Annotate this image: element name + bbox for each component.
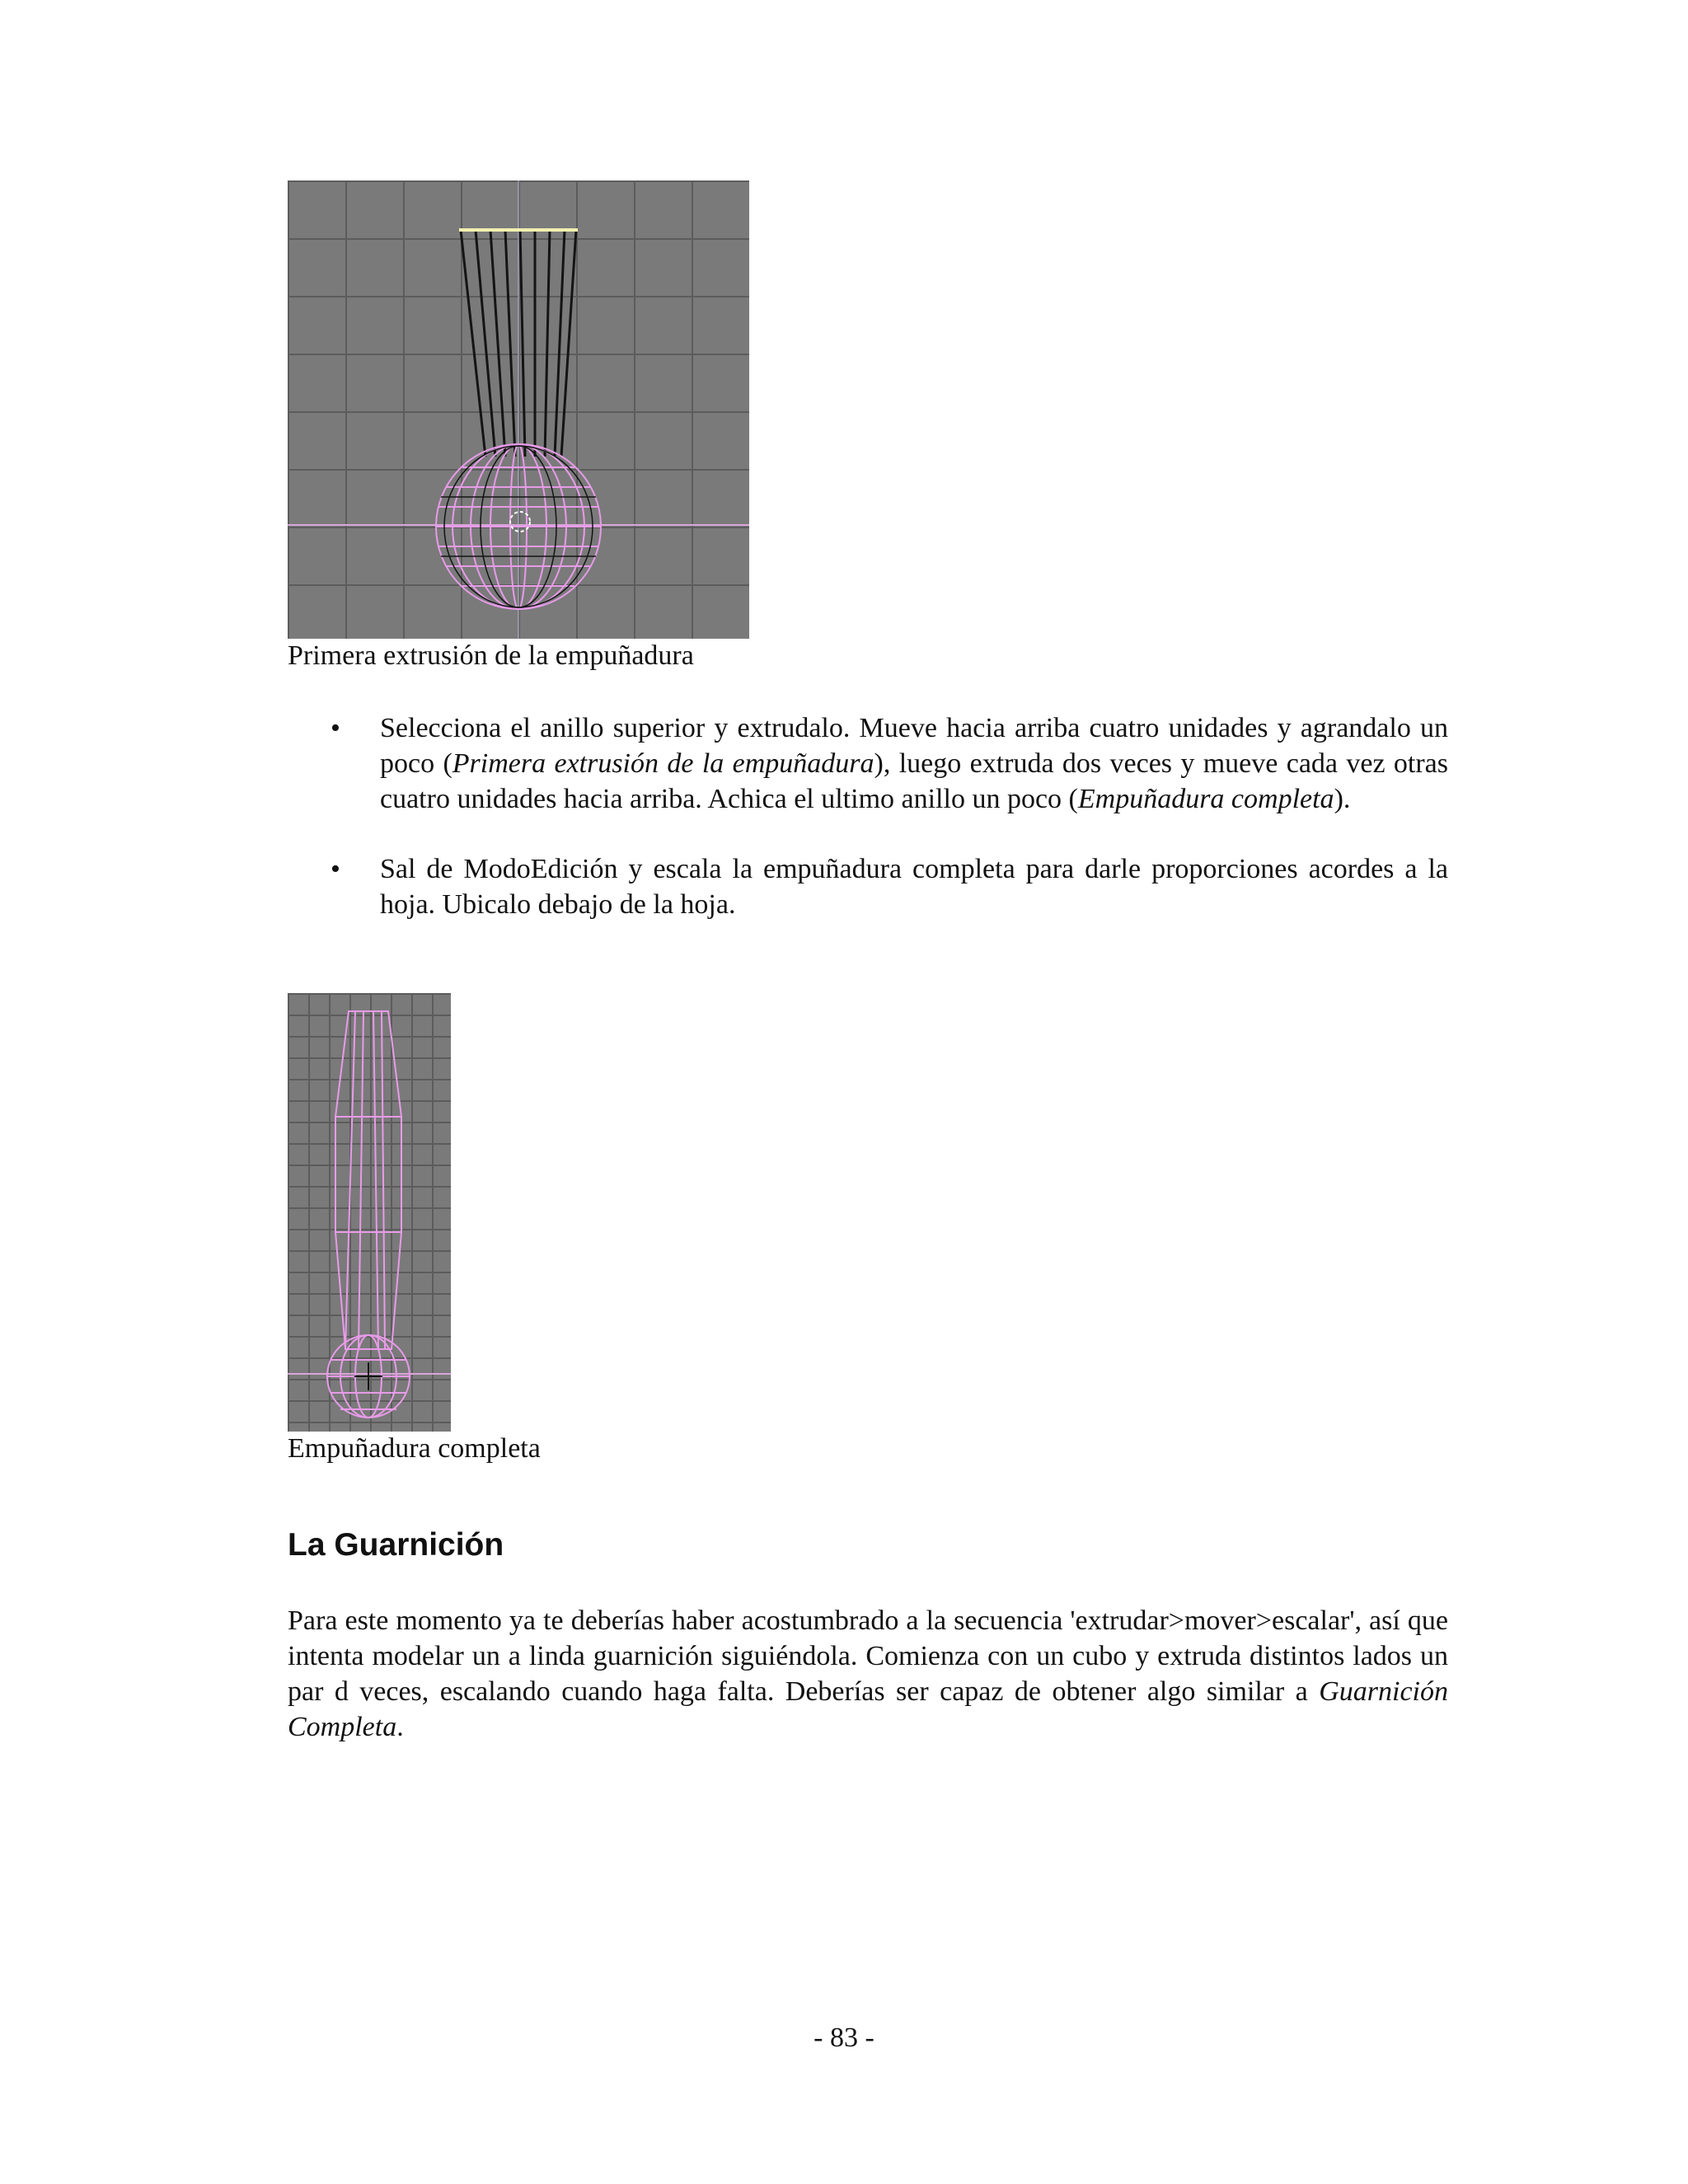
italic-reference: Primera extrusión de la empuñadura	[452, 748, 874, 779]
instruction-list	[288, 710, 1448, 957]
text-run: .	[396, 1712, 404, 1742]
list-item-text	[380, 713, 1448, 814]
3d-cursor-icon	[354, 1362, 382, 1390]
figure-caption: Primera extrusión de la empuñadura	[288, 640, 694, 671]
wireframe-handle-image	[288, 993, 451, 1432]
section-paragraph	[288, 1603, 1448, 1745]
bullet-icon: •	[331, 713, 340, 743]
section-heading: La Guarnición	[288, 1527, 504, 1563]
figure-caption: Empuñadura completa	[288, 1433, 541, 1464]
bullet-icon: •	[331, 854, 340, 884]
list-item-text	[380, 854, 1448, 920]
list-item	[288, 851, 1448, 922]
list-item	[288, 710, 1448, 817]
wireframe-extrusion-image	[288, 180, 749, 639]
text-run: ), luego extruda dos veces y mueve cada vez otras cuatro unidades hacia arriba. Achica el ultimo anillo un poco (	[380, 748, 1448, 814]
text-run: Sal de ModoEdición y escala la empuñadura completa para darle proporciones acordes a la hoja. Ubicalo debajo de la hoja.	[380, 854, 1448, 920]
figure-complete-handle	[288, 993, 451, 1432]
text-run: Para este momento ya te deberías haber acostumbrado a la secuencia 'extrudar>mover>escalar', así que intenta modelar un a linda guarnición siguiéndola. Comienza con un cubo y extruda distintos lados un par d veces, escalando cuando haga falta. Deberías ser capaz de obtener algo similar a	[288, 1605, 1448, 1707]
handle-mesh	[327, 1011, 410, 1418]
figure-first-extrusion	[288, 180, 749, 639]
italic-reference: Guarnición Completa	[288, 1676, 1448, 1742]
text-run: Selecciona el anillo superior y extrudalo. Mueve hacia arriba cuatro unidades y agrandalo un poco (	[380, 713, 1448, 779]
text-run: ).	[1334, 784, 1351, 814]
italic-reference: Empuñadura completa	[1077, 784, 1334, 814]
page-number: - 83 -	[814, 2022, 874, 2053]
